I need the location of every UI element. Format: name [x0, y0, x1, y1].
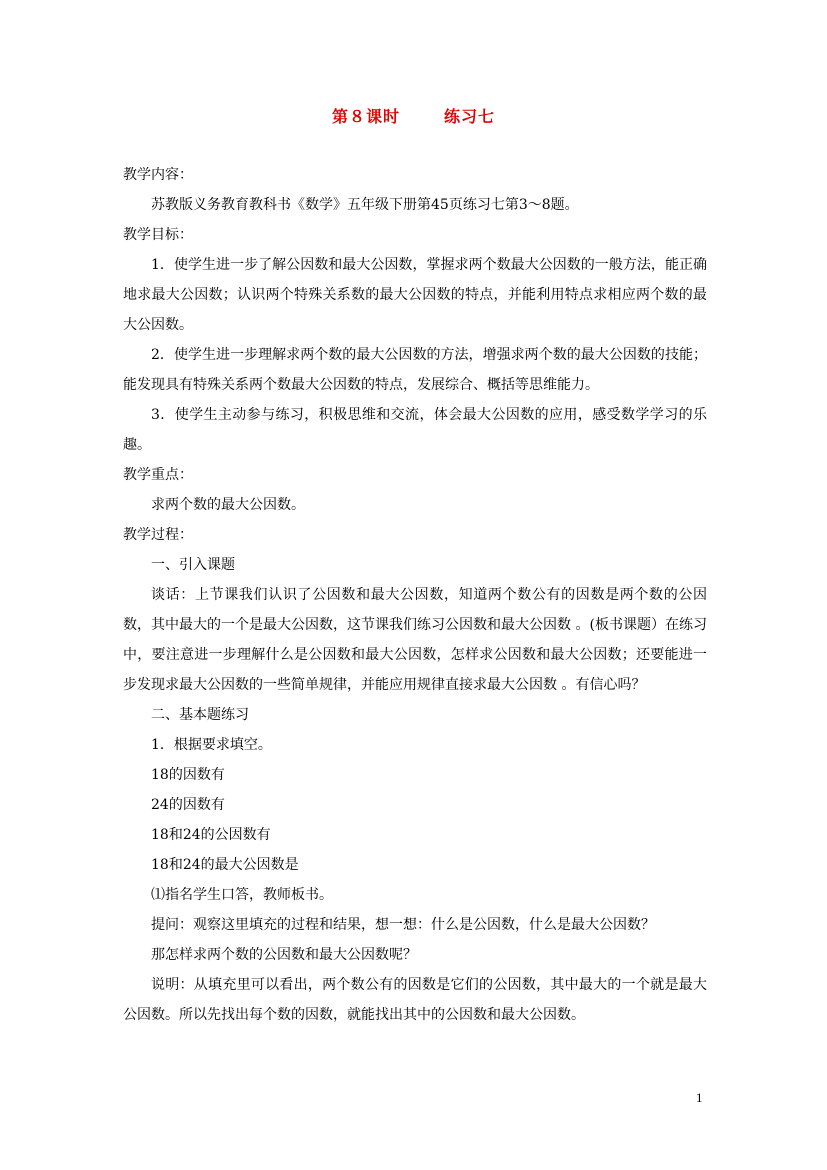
section-heading: 教学目标： — [123, 227, 193, 243]
section-heading: 教学内容： — [123, 167, 193, 183]
title-lesson: 第８课时 — [331, 107, 400, 126]
body-paragraph: 谈话：上节课我们认识了公因数和最大公因数，知道两个数公有的因数是两个数的公因数，其中最大的一个是最大公因数，这节课我们练习公因数和最大公因数 。(板书课题）在练习中，要注意进一步理解什么是公因数和最大公因数，怎样求公因数和最大公因数；还要能进一步发现求最大公因数的一些简单规律，并能应用规律直接求最大公因数 。有信心吗？ — [123, 587, 707, 693]
body-paragraph: 1．根据要求填空。 — [151, 737, 272, 753]
body-paragraph: 苏教版义务教育教科书《数学》五年级下册第45页练习七第3～8题。 — [151, 197, 579, 213]
body-paragraph: 2．使学生进一步理解求两个数的最大公因数的方法，增强求两个数的最大公因数的技能；能发现具有特殊关系两个数最大公因数的特点，发展综合、概括等思维能力。 — [123, 347, 707, 393]
body-paragraph: 那怎样求两个数的公因数和最大公因数呢？ — [151, 947, 417, 963]
document-body — [123, 160, 707, 1030]
body-paragraph: 18的因数有 — [151, 767, 225, 783]
body-paragraph: 求两个数的最大公因数。 — [151, 497, 305, 513]
body-paragraph: 1．使学生进一步了解公因数和最大公因数，掌握求两个数最大公因数的一般方法，能正确地求最大公因数；认识两个特殊关系数的最大公因数的特点，并能利用特点求相应两个数的最大公因数。 — [123, 257, 707, 333]
body-paragraph: 说明：从填充里可以看出，两个数公有的因数是它们的公因数，其中最大的一个就是最大公因数。所以先找出每个数的因数，就能找出其中的公因数和最大公因数。 — [123, 977, 707, 1023]
body-paragraph: ⑴指名学生口答，教师板书。 — [151, 887, 333, 903]
body-paragraph: 3．使学生主动参与练习，积极思维和交流，体会最大公因数的应用，感受数学学习的乐趣。 — [123, 407, 707, 453]
body-paragraph: 一、引入课题 — [151, 557, 235, 573]
title-topic: 练习七 — [444, 107, 496, 126]
section-heading: 教学重点： — [123, 467, 193, 483]
body-paragraph: 18和24的最大公因数是 — [151, 857, 299, 873]
page-title — [0, 104, 827, 127]
body-paragraph: 提问：观察这里填充的过程和结果，想一想：什么是公因数，什么是最大公因数？ — [151, 917, 655, 933]
body-paragraph: 二、基本题练习 — [151, 707, 249, 723]
page-number: 1 — [696, 1090, 703, 1105]
section-heading: 教学过程： — [123, 527, 193, 543]
body-paragraph: 24的因数有 — [151, 797, 225, 813]
body-paragraph: 18和24的公因数有 — [151, 827, 271, 843]
